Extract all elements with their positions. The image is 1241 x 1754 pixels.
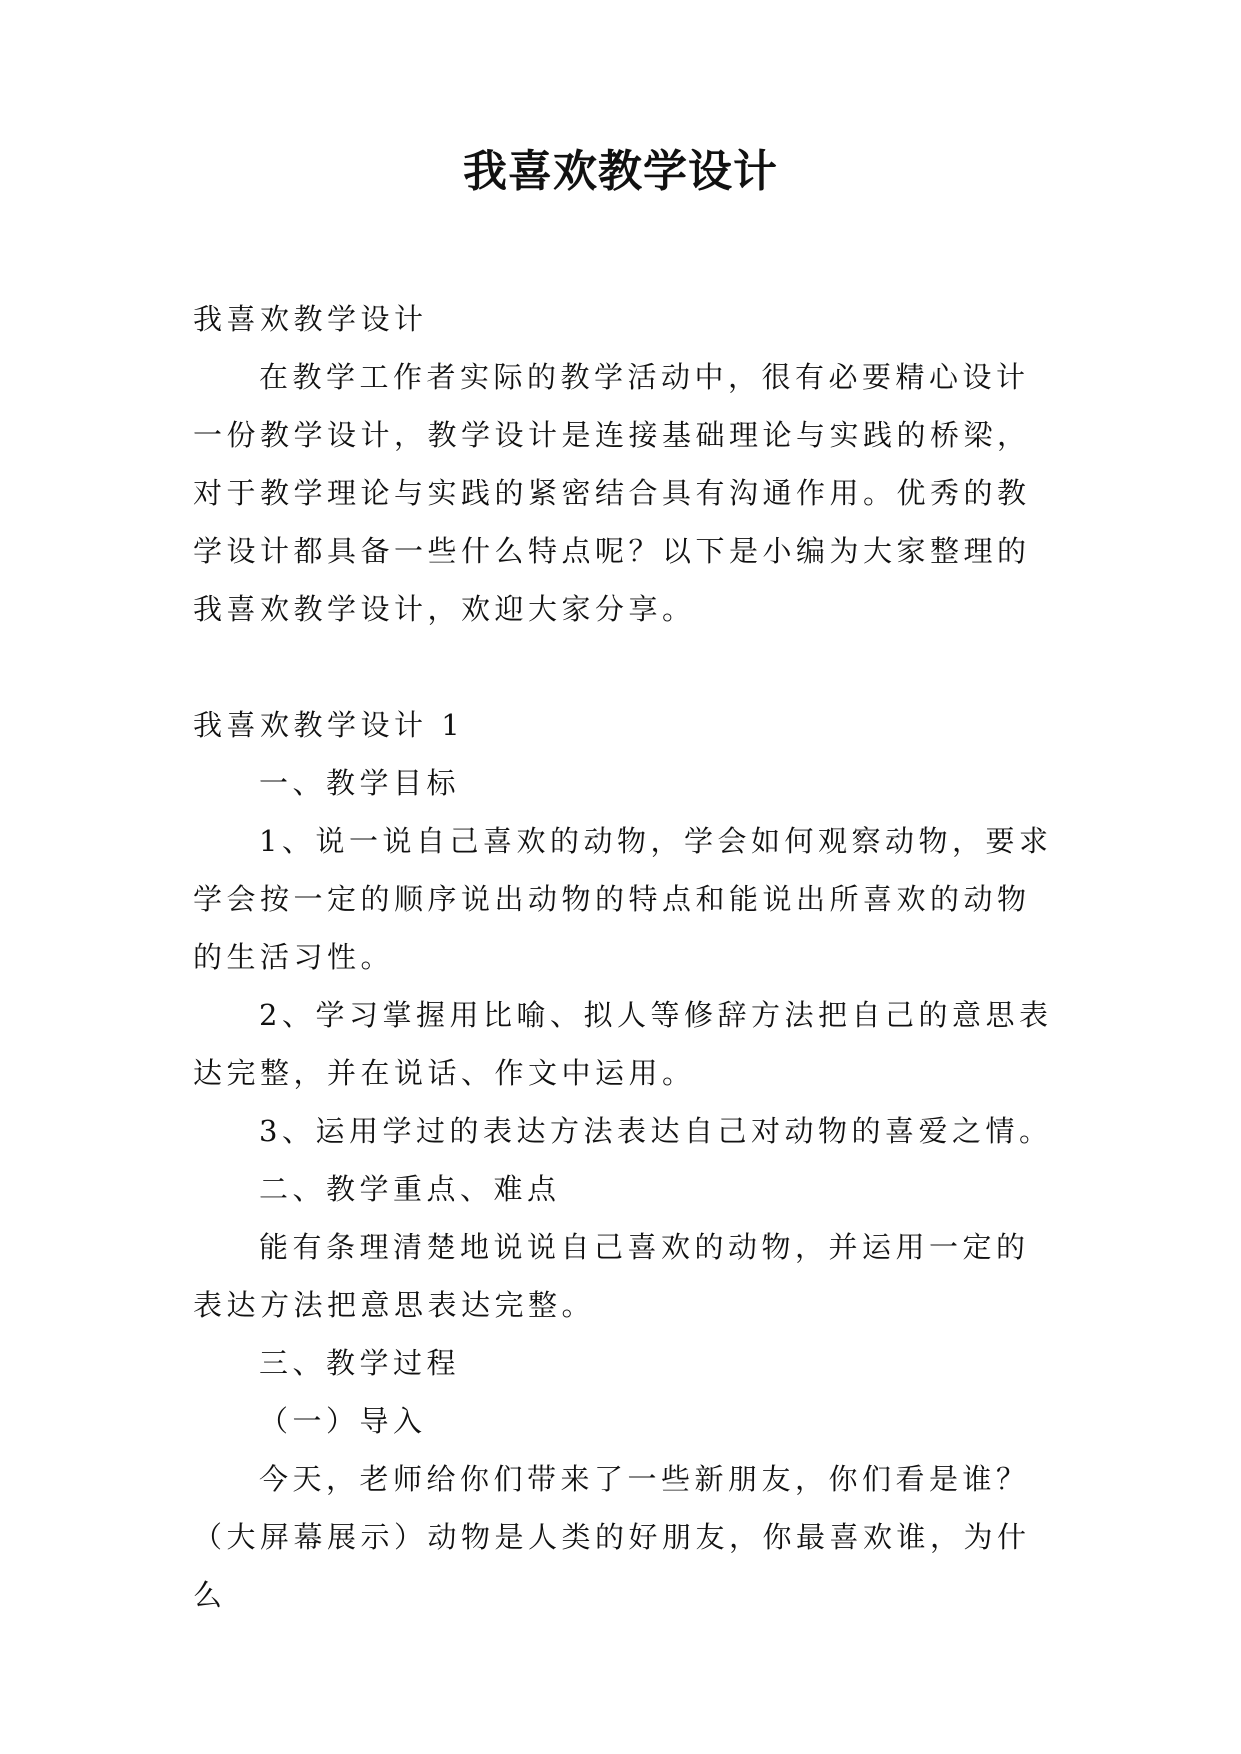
goal-item: 3、运用学过的表达方法表达自己对动物的喜爱之情。 [259,1114,1053,1148]
goal-item: 1、说一说自己喜欢的动物，学会如何观察动物，要求学会按一定的顺序说出动物的特点和能说出所喜欢的动物的生活习性。 [193,824,1053,974]
intro-sub-heading: （一）导入 [259,1404,427,1438]
section-spacer [193,638,1055,696]
process-heading: 三、教学过程 [259,1346,461,1380]
section1-heading: 我喜欢教学设计 1 [193,708,465,742]
intro-heading: 我喜欢教学设计 [193,302,428,336]
intro-sub-text: 今天，老师给你们带来了一些新朋友，你们看是谁？（大屏幕展示）动物是人类的好朋友，你最喜欢谁，为什么 [193,1462,1031,1612]
document-body [193,290,1055,1624]
key-points-text: 能有条理清楚地说说自己喜欢的动物，并运用一定的表达方法把意思表达完整。 [193,1230,1030,1322]
document-title: 我喜欢教学设计 [463,146,778,197]
key-points-heading: 二、教学重点、难点 [259,1172,561,1206]
intro-paragraph: 在教学工作者实际的教学活动中，很有必要精心设计一份教学设计，教学设计是连接基础理论与实践的桥梁，对于教学理论与实践的紧密结合具有沟通作用。优秀的教学设计都具备一些什么特点呢？以下是小编为大家整理的我喜欢教学设计，欢迎大家分享。 [193,360,1031,626]
goal-item: 2、学习掌握用比喻、拟人等修辞方法把自己的意思表达完整，并在说话、作文中运用。 [193,998,1053,1090]
goals-heading: 一、教学目标 [259,766,461,800]
